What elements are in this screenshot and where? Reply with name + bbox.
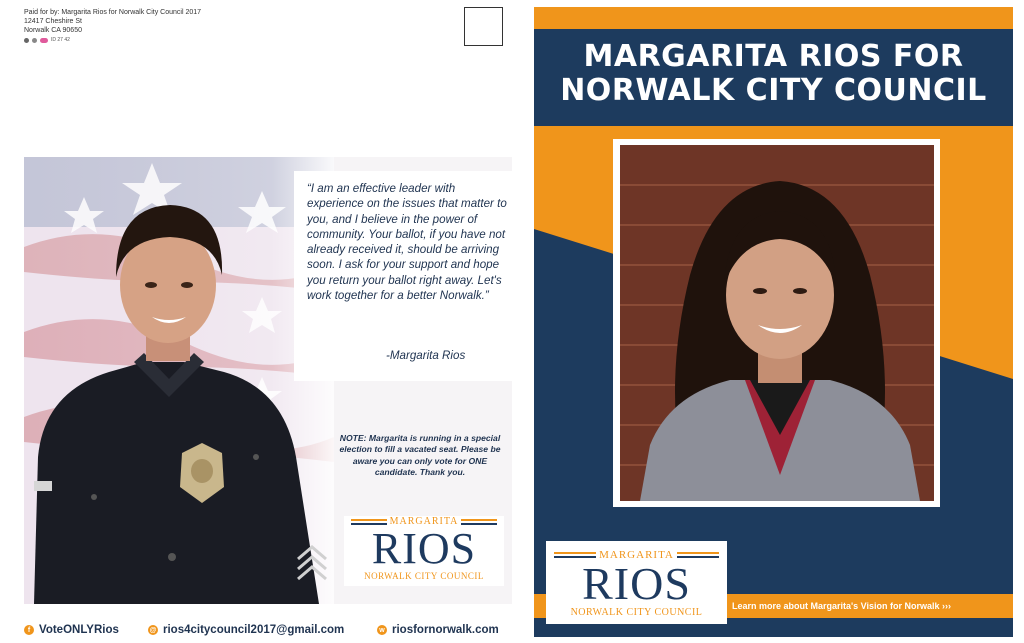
street-line: 12417 Cheshire St (24, 18, 82, 25)
website-url: riosfornorwalk.com (392, 624, 499, 636)
union-code: ID 27 42 (51, 37, 70, 43)
candidate-portrait (620, 145, 934, 501)
email-contact[interactable] (148, 622, 344, 638)
facebook-handle: VoteONLYRios (39, 624, 119, 636)
email-icon: @ (149, 626, 157, 634)
headline-line-2: NORWALK CITY COUNCIL (560, 73, 987, 108)
headline (534, 40, 1013, 108)
postage-stamp-box (464, 7, 503, 46)
election-note: NOTE: Margarita is running in a special election to fill a vacated seat. Please be aware you can only vote for ONE candidate. Thank you. (339, 433, 501, 478)
union-bug (24, 36, 201, 45)
officer-photo (24, 157, 334, 604)
city-line: Norwalk CA 90650 (24, 27, 82, 34)
learn-more-link[interactable]: Learn more about Margarita's Vision for Norwalk ››› (732, 601, 952, 611)
recycle-dot-icon (32, 38, 37, 43)
quote-signature: -Margarita Rios (386, 349, 466, 362)
logo-first-name-right: MARGARITA (599, 549, 674, 561)
union-dot-icon (24, 38, 29, 43)
candidate-quote: “I am an effective leader with experience on the issues that matter to you, and I believe in the power of community. Your ballot, if you have not already received it, should be arriving soon. I ask for your support and hope you return your ballot right away. Let's work together for a better Norwalk.” (307, 182, 507, 303)
globe-icon: w (377, 625, 387, 635)
rios-logo-right (546, 541, 727, 624)
return-address (24, 8, 201, 45)
mailer-front-side (534, 7, 1013, 637)
logo-subtitle-right: NORWALK CITY COUNCIL (570, 607, 703, 618)
logo-subtitle: NORWALK CITY COUNCIL (364, 571, 484, 581)
headline-line-1: MARGARITA RIOS FOR (583, 39, 964, 74)
paid-for-line: Paid for by: Margarita Rios for Norwalk City Council 2017 (24, 9, 202, 16)
rios-logo-left (344, 516, 504, 586)
website-contact[interactable] (377, 622, 499, 638)
logo-first-name: MARGARITA (389, 516, 459, 527)
facebook-icon: f (24, 625, 34, 635)
facebook-contact[interactable] (24, 622, 119, 638)
logo-last-name: RIOS (371, 524, 477, 573)
email-address: rios4citycouncil2017@gmail.com (163, 624, 345, 636)
logo-last-name-right: RIOS (582, 558, 691, 609)
pink-badge-icon (40, 38, 48, 43)
